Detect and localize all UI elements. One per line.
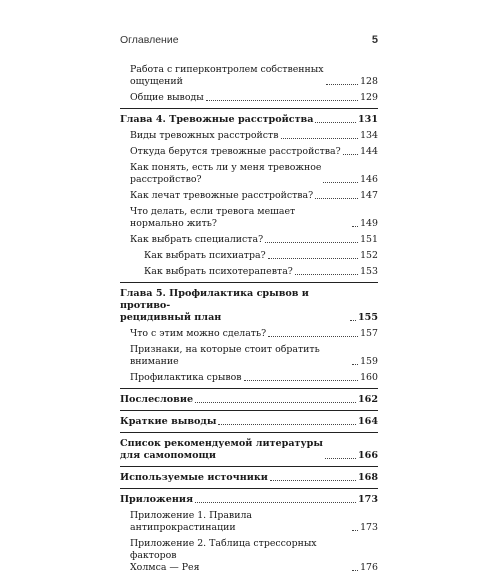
toc-entry-title: Глава 5. Профилактика срывов и противо- рецидивный план (120, 288, 309, 323)
toc-chapter[interactable] (120, 416, 378, 428)
toc-entry-title: Приложение 1. Правила антипрокрастинации (130, 510, 252, 533)
toc-entry[interactable] (120, 328, 378, 340)
toc-entry[interactable] (120, 146, 378, 158)
dot-leader (323, 182, 358, 183)
toc-entry[interactable] (120, 344, 378, 368)
section-divider (120, 388, 378, 389)
toc-entry-page: 146 (360, 174, 378, 185)
dot-leader (295, 274, 358, 275)
dot-leader (206, 100, 358, 101)
toc-entry[interactable] (120, 510, 378, 534)
table-of-contents (120, 64, 378, 578)
toc-entry-title: Общие выводы (130, 92, 204, 103)
toc-entry-page: 164 (357, 416, 378, 427)
running-title: Оглавление (120, 34, 179, 46)
dot-leader (315, 198, 358, 199)
page-header (120, 34, 378, 48)
toc-entry-title: Послесловие (120, 394, 194, 405)
toc-entry-title: Откуда берутся тревожные расстройства? (130, 146, 341, 157)
toc-chapter[interactable] (120, 288, 378, 324)
page-number: 5 (371, 34, 378, 46)
dot-leader (268, 336, 358, 337)
toc-entry-title: Что с этим можно сделать? (130, 328, 267, 339)
section-divider (120, 466, 378, 467)
toc-entry-title: Как понять, есть ли у меня тревожное расстройство? (130, 162, 322, 185)
toc-entry[interactable] (120, 162, 378, 186)
dot-leader (350, 320, 356, 321)
dot-leader (325, 458, 356, 459)
toc-entry-title: Используемые источники (120, 472, 268, 483)
toc-chapter[interactable] (120, 472, 378, 484)
toc-entry-page: 144 (360, 146, 378, 157)
dot-leader (352, 364, 358, 365)
toc-entry-page: 128 (360, 76, 378, 87)
toc-entry-title: Приложение 2. Таблица стрессорных факторов Холмса — Рея (130, 538, 317, 573)
section-divider (120, 432, 378, 433)
dot-leader (218, 424, 356, 425)
toc-entry[interactable] (120, 538, 378, 574)
dot-leader (352, 530, 358, 531)
toc-entry-title: Краткие выводы (120, 416, 217, 427)
toc-entry-page: 173 (357, 494, 378, 505)
dot-leader (265, 242, 358, 243)
toc-entry-title: Как выбрать специалиста? (130, 234, 264, 245)
toc-entry-page: 134 (360, 130, 378, 141)
toc-entry-title: Виды тревожных расстройств (130, 130, 279, 141)
toc-entry[interactable] (120, 130, 378, 142)
toc-chapter[interactable] (120, 494, 378, 506)
toc-entry-page: 162 (357, 394, 378, 405)
dot-leader (281, 138, 359, 139)
toc-entry-title: Приложения (120, 494, 194, 505)
dot-leader (244, 380, 359, 381)
toc-entry[interactable] (120, 92, 378, 104)
toc-entry-page: 157 (360, 328, 378, 339)
dot-leader (326, 84, 359, 85)
toc-entry-page: 152 (360, 250, 378, 261)
dot-leader (195, 502, 356, 503)
toc-entry-title: Работа с гиперконтролем собственных ощущений (130, 64, 324, 87)
toc-entry-page: 166 (357, 450, 378, 461)
toc-entry-title: Как выбрать психиатра? (144, 250, 266, 261)
toc-entry-title: Признаки, на которые стоит обратить внимание (130, 344, 320, 367)
toc-entry-page: 173 (360, 522, 378, 533)
toc-entry[interactable] (120, 206, 378, 230)
toc-entry-title: Как лечат тревожные расстройства? (130, 190, 314, 201)
section-divider (120, 488, 378, 489)
dot-leader (268, 258, 358, 259)
toc-entry-title: Профилактика срывов (130, 372, 242, 383)
toc-entry-page: 151 (360, 234, 378, 245)
section-divider (120, 108, 378, 109)
toc-entry[interactable] (120, 372, 378, 384)
toc-entry-title: Глава 4. Тревожные расстройства (120, 114, 314, 125)
toc-entry-page: 159 (360, 356, 378, 367)
toc-entry-page: 160 (360, 372, 378, 383)
toc-entry[interactable] (120, 250, 378, 262)
dot-leader (352, 570, 358, 571)
dot-leader (352, 226, 358, 227)
dot-leader (343, 154, 358, 155)
toc-chapter[interactable] (120, 438, 378, 462)
toc-chapter[interactable] (120, 394, 378, 406)
toc-entry-title: Как выбрать психотерапевта? (144, 266, 293, 277)
toc-entry-page: 149 (360, 218, 378, 229)
toc-entry[interactable] (120, 190, 378, 202)
toc-chapter[interactable] (120, 114, 378, 126)
dot-leader (315, 122, 356, 123)
toc-entry[interactable] (120, 64, 378, 88)
dot-leader (270, 480, 356, 481)
toc-entry-title: Список рекомендуемой литературы для самопомощи (120, 438, 323, 461)
toc-entry-page: 131 (357, 114, 378, 125)
toc-entry-page: 176 (360, 562, 378, 573)
toc-entry-page: 155 (357, 312, 378, 323)
dot-leader (195, 402, 356, 403)
toc-entry-title: Что делать, если тревога мешает нормально жить? (130, 206, 296, 229)
section-divider (120, 410, 378, 411)
toc-entry[interactable] (120, 234, 378, 246)
toc-entry-page: 147 (360, 190, 378, 201)
toc-entry-page: 153 (360, 266, 378, 277)
toc-entry[interactable] (120, 266, 378, 278)
section-divider (120, 282, 378, 283)
toc-entry-page: 129 (360, 92, 378, 103)
toc-entry-page: 168 (357, 472, 378, 483)
